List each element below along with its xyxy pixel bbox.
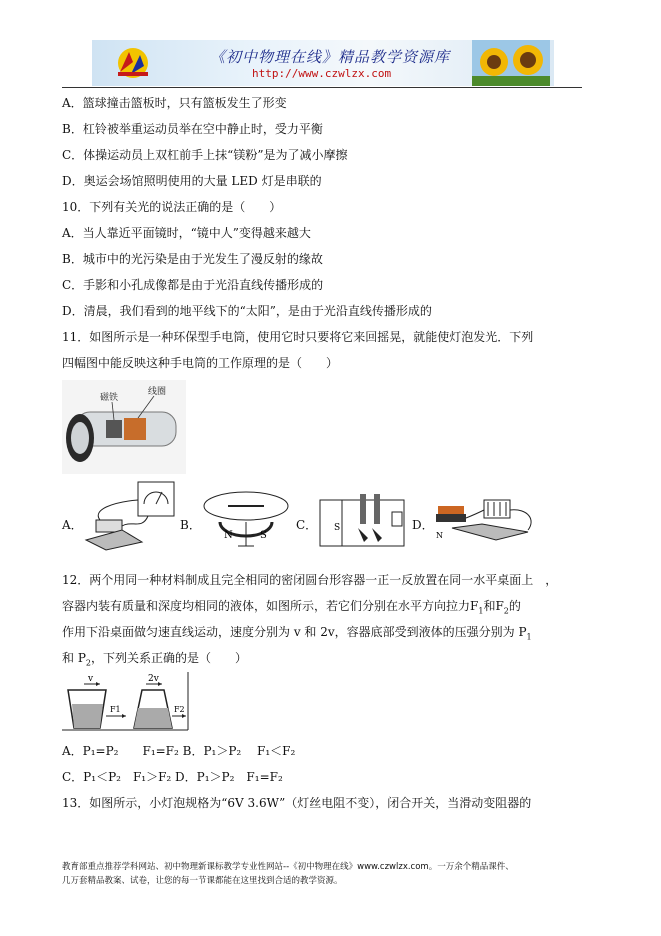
q9-option-b: B．杠铃被举重运动员举在空中静止时，受力平衡: [62, 122, 323, 136]
site-logo-icon: [114, 46, 152, 80]
q10-option-c: C．手影和小孔成像都是由于光沿直线传播形成的: [62, 278, 324, 292]
q9-option-a: A．篮球撞击篮板时，只有篮板发生了形变: [62, 96, 287, 110]
q12-options-ab: A．P₁=P₂ F₁=F₂ B．P₁＞P₂ F₁＜F₂: [62, 744, 296, 758]
q10-option-d: D．清晨，我们看到的地平线下的“太阳”，是由于光沿直线传播形成的: [62, 304, 432, 318]
force-f2-label: F2: [174, 705, 185, 714]
q11-option-d-label: D．: [412, 518, 434, 532]
q11-option-b-figure: [198, 486, 292, 552]
q11-option-c-figure: [316, 490, 408, 552]
q11-option-d-figure: [432, 494, 542, 550]
flashlight-figure: [62, 380, 186, 474]
velocity-v-label: v: [88, 674, 94, 684]
footer-line2: 几万套精品教案、试卷，让您的每一节课都能在这里找到合适的教学资源。: [62, 876, 343, 886]
header-banner: [92, 40, 554, 86]
q12-stem-line4: 和 $P_2$，下列关系正确的是（ ）: [62, 651, 247, 668]
sunflower-icon: [472, 40, 550, 86]
q13-stem: 13．如图所示，小灯泡规格为“6V 3.6W”（灯丝电阻不变），闭合开关，当滑动变阻器的: [62, 796, 532, 810]
force-f1-label: F1: [110, 705, 121, 714]
q10-option-b: B．城市中的光污染是由于光发生了漫反射的缘故: [62, 252, 323, 266]
q11-option-a-figure: [82, 480, 178, 552]
svg-text:S: S: [260, 530, 267, 541]
banner-url: http://www.czwlzx.com: [252, 67, 392, 80]
q11-stem-line1: 11．如图所示是一种环保型手电筒，使用它时只要将它来回摇晃，就能使灯泡发光．下列: [62, 330, 534, 344]
q12-stem-line2: 容器内装有质量和深度均相同的液体，如图所示，若它们分别在水平方向拉力$F_1$和$F_2$的: [62, 599, 521, 616]
magnet-label: 磁铁: [100, 393, 119, 403]
q12-stem-line3: 作用下沿桌面做匀速直线运动，速度分别为 v 和 2v，容器底部受到液体的压强分别为 $P_1$: [62, 625, 532, 642]
svg-text:N: N: [436, 531, 443, 540]
page-footer: [62, 860, 582, 888]
banner-title: 《初中物理在线》精品教学资源库: [210, 48, 451, 66]
q12-options-cd: C．P₁＜P₂ F₁＞F₂ D．P₁＞P₂ F₁=F₂: [62, 770, 283, 784]
q10-stem: 10．下列有关光的说法正确的是（ ）: [62, 200, 282, 214]
q11-stem-line2: 四幅图中能反映这种手电筒的工作原理的是（ ）: [62, 356, 339, 370]
q9-option-d: D．奥运会场馆照明使用的大量 LED 灯是串联的: [62, 174, 322, 188]
q10-option-a: A．当人靠近平面镜时，“镜中人”变得越来越大: [62, 226, 311, 240]
velocity-2v-label: 2v: [148, 674, 159, 684]
header-rule: [62, 87, 582, 88]
q11-option-c-label: C．: [296, 518, 318, 532]
q11-option-b-label: B．: [180, 518, 201, 532]
svg-text:S: S: [334, 523, 341, 533]
coil-label: 线圈: [148, 387, 167, 397]
svg-text:N: N: [224, 530, 233, 541]
q12-containers-figure: [62, 672, 190, 734]
q9-option-c: C．体操运动员上双杠前手上抹“镁粉”是为了减小摩擦: [62, 148, 348, 162]
footer-line1: 教育部重点推荐学科网站、初中物理新课标教学专业性网站--《初中物理在线》www.czwlzx.com。一万余个精品课件、: [62, 862, 514, 872]
q12-stem-line1: 12．两个用同一种材料制成且完全相同的密闭圆台形容器一正一反放置在同一水平桌面上 ，: [62, 573, 558, 587]
q11-option-a-label: A．: [62, 518, 83, 532]
